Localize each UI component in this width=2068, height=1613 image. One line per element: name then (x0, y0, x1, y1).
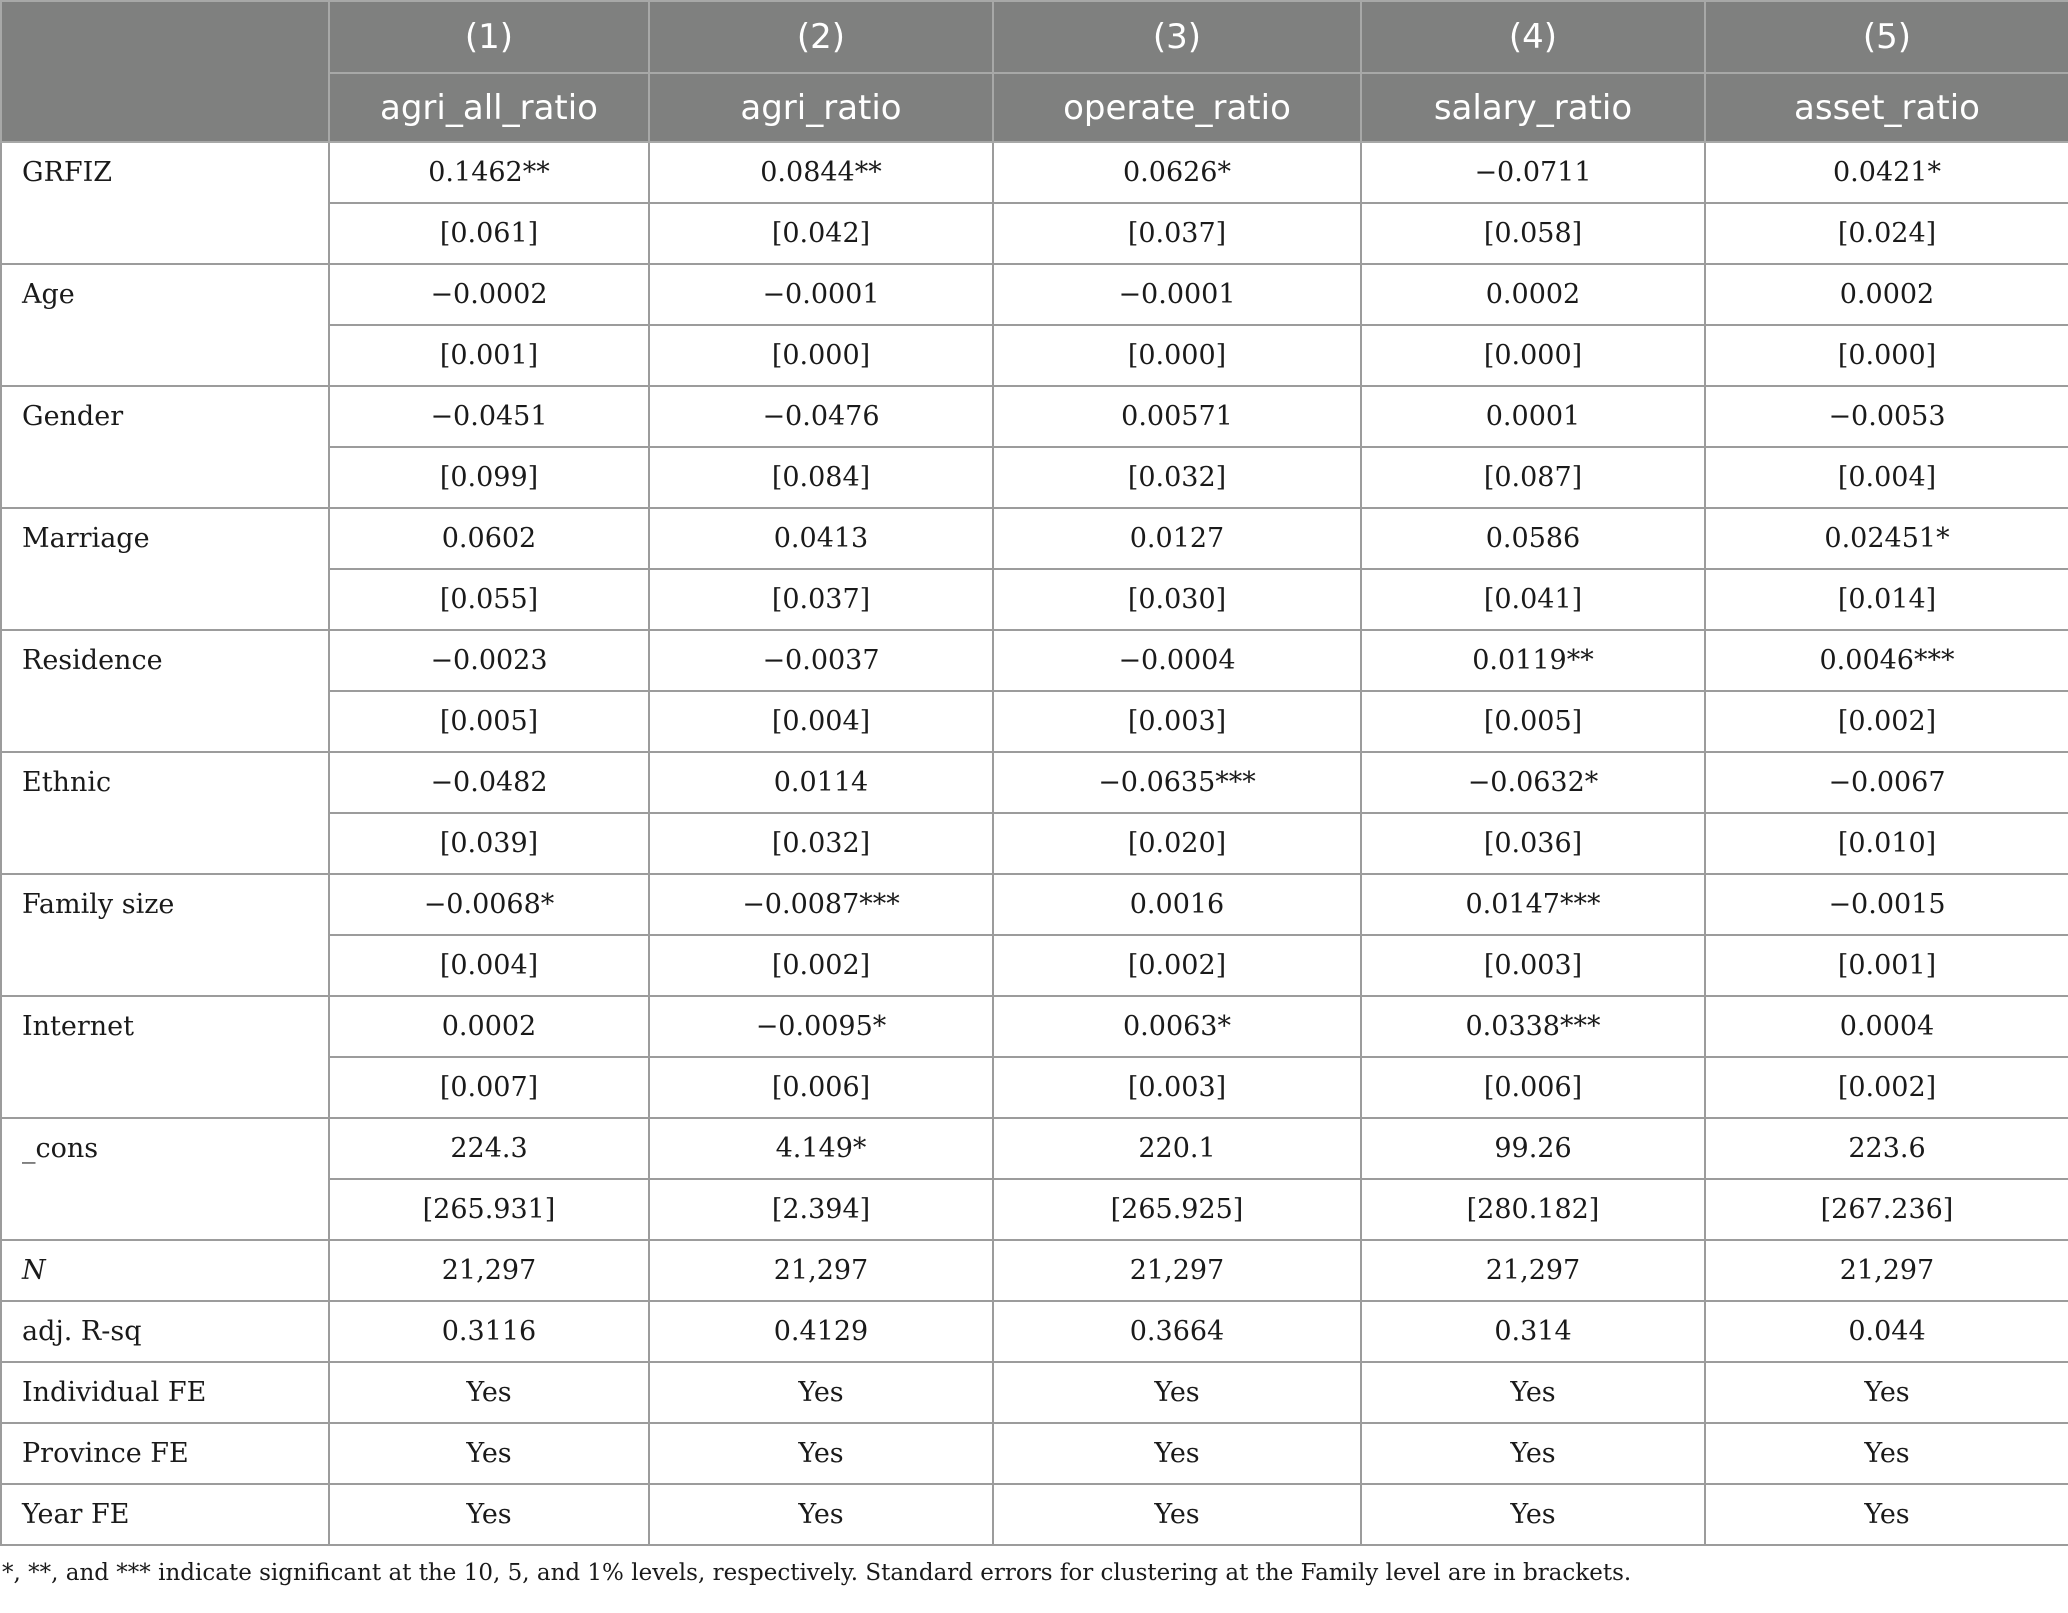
row-label: _cons (1, 1118, 329, 1240)
standard-error-cell: [0.004] (1705, 447, 2068, 508)
standard-error-cell: [0.007] (329, 1057, 649, 1118)
coefficient-row (1, 630, 2068, 691)
standard-error-cell: [0.005] (1361, 691, 1705, 752)
coefficient-cell: 223.6 (1705, 1118, 2068, 1179)
standard-error-cell: [0.020] (993, 813, 1361, 874)
statistic-cell: Yes (993, 1484, 1361, 1545)
coefficient-cell: 224.3 (329, 1118, 649, 1179)
standard-error-cell: [0.087] (1361, 447, 1705, 508)
statistic-row (1, 1362, 2068, 1423)
row-label: Individual FE (1, 1362, 329, 1423)
statistic-cell: 0.3664 (993, 1301, 1361, 1362)
coefficient-cell: −0.0001 (649, 264, 993, 325)
statistic-cell: 21,297 (329, 1240, 649, 1301)
standard-error-cell: [0.037] (649, 569, 993, 630)
statistic-cell: 21,297 (1361, 1240, 1705, 1301)
standard-error-cell: [0.032] (993, 447, 1361, 508)
coefficient-row (1, 874, 2068, 935)
standard-error-cell: [0.001] (1705, 935, 2068, 996)
column-name: operate_ratio (993, 73, 1361, 142)
statistic-cell: Yes (649, 1362, 993, 1423)
standard-error-cell: [0.000] (649, 325, 993, 386)
row-label: GRFIZ (1, 142, 329, 264)
coefficient-cell: 0.02451* (1705, 508, 2068, 569)
coefficient-cell: 0.0626* (993, 142, 1361, 203)
statistic-cell: Yes (1361, 1484, 1705, 1545)
header-row-column-numbers (1, 1, 2068, 73)
coefficient-cell: 0.0002 (1361, 264, 1705, 325)
coefficient-cell: 0.0063* (993, 996, 1361, 1057)
column-name: asset_ratio (1705, 73, 2068, 142)
coefficient-cell: −0.0476 (649, 386, 993, 447)
coefficient-cell: 0.1462** (329, 142, 649, 203)
coefficient-cell: 0.0046*** (1705, 630, 2068, 691)
coefficient-cell: −0.0711 (1361, 142, 1705, 203)
statistic-row (1, 1240, 2068, 1301)
standard-error-cell: [0.005] (329, 691, 649, 752)
standard-error-cell: [2.394] (649, 1179, 993, 1240)
coefficient-cell: 0.0004 (1705, 996, 2068, 1057)
statistic-cell: Yes (649, 1423, 993, 1484)
coefficient-cell: 0.0338*** (1361, 996, 1705, 1057)
coefficient-cell: −0.0087*** (649, 874, 993, 935)
statistic-cell: Yes (329, 1484, 649, 1545)
coefficient-cell: −0.0001 (993, 264, 1361, 325)
standard-error-cell: [0.010] (1705, 813, 2068, 874)
column-number: (1) (329, 1, 649, 73)
coefficient-cell: 0.0844** (649, 142, 993, 203)
coefficient-cell: −0.0067 (1705, 752, 2068, 813)
standard-error-cell: [0.024] (1705, 203, 2068, 264)
row-label: Province FE (1, 1423, 329, 1484)
standard-error-cell: [0.004] (329, 935, 649, 996)
standard-error-cell: [0.032] (649, 813, 993, 874)
standard-error-cell: [0.003] (1361, 935, 1705, 996)
coefficient-cell: 0.0002 (329, 996, 649, 1057)
statistic-cell: Yes (329, 1423, 649, 1484)
coefficient-cell: −0.0632* (1361, 752, 1705, 813)
coefficient-cell: −0.0068* (329, 874, 649, 935)
coefficient-cell: 0.0114 (649, 752, 993, 813)
standard-error-cell: [0.006] (649, 1057, 993, 1118)
standard-error-cell: [0.014] (1705, 569, 2068, 630)
column-number: (2) (649, 1, 993, 73)
header-corner-cell (1, 1, 329, 142)
coefficient-cell: −0.0095* (649, 996, 993, 1057)
statistic-cell: Yes (993, 1423, 1361, 1484)
statistic-cell: 21,297 (649, 1240, 993, 1301)
coefficient-cell: −0.0015 (1705, 874, 2068, 935)
coefficient-row (1, 1118, 2068, 1179)
standard-error-cell: [0.037] (993, 203, 1361, 264)
coefficient-cell: 0.0586 (1361, 508, 1705, 569)
statistic-cell: Yes (329, 1362, 649, 1423)
standard-error-cell: [0.002] (1705, 1057, 2068, 1118)
coefficient-cell: 99.26 (1361, 1118, 1705, 1179)
standard-error-cell: [267.236] (1705, 1179, 2068, 1240)
statistic-cell: 0.3116 (329, 1301, 649, 1362)
coefficient-cell: 0.0147*** (1361, 874, 1705, 935)
statistic-cell: Yes (649, 1484, 993, 1545)
row-label: Year FE (1, 1484, 329, 1545)
coefficient-cell: 0.0119** (1361, 630, 1705, 691)
column-number: (5) (1705, 1, 2068, 73)
coefficient-cell: 0.0001 (1361, 386, 1705, 447)
standard-error-cell: [0.000] (993, 325, 1361, 386)
row-label: Residence (1, 630, 329, 752)
standard-error-cell: [0.003] (993, 1057, 1361, 1118)
column-number: (3) (993, 1, 1361, 73)
row-label: Ethnic (1, 752, 329, 874)
statistic-cell: 0.4129 (649, 1301, 993, 1362)
standard-error-cell: [0.055] (329, 569, 649, 630)
statistic-cell: 21,297 (993, 1240, 1361, 1301)
coefficient-cell: 0.0002 (1705, 264, 2068, 325)
standard-error-cell: [0.061] (329, 203, 649, 264)
standard-error-cell: [0.000] (1361, 325, 1705, 386)
statistic-cell: 0.044 (1705, 1301, 2068, 1362)
standard-error-cell: [0.084] (649, 447, 993, 508)
row-label: Age (1, 264, 329, 386)
standard-error-cell: [0.002] (649, 935, 993, 996)
statistic-cell: Yes (993, 1362, 1361, 1423)
standard-error-cell: [280.182] (1361, 1179, 1705, 1240)
standard-error-cell: [0.002] (1705, 691, 2068, 752)
coefficient-row (1, 142, 2068, 203)
row-label: Marriage (1, 508, 329, 630)
standard-error-cell: [0.099] (329, 447, 649, 508)
standard-error-cell: [0.042] (649, 203, 993, 264)
coefficient-row (1, 508, 2068, 569)
statistic-cell: Yes (1705, 1362, 2068, 1423)
coefficient-cell: −0.0482 (329, 752, 649, 813)
coefficient-cell: −0.0053 (1705, 386, 2068, 447)
statistic-cell: Yes (1705, 1484, 2068, 1545)
coefficient-cell: 0.0602 (329, 508, 649, 569)
column-number: (4) (1361, 1, 1705, 73)
coefficient-cell: 0.0127 (993, 508, 1361, 569)
coefficient-cell: −0.0635*** (993, 752, 1361, 813)
coefficient-cell: 4.149* (649, 1118, 993, 1179)
standard-error-cell: [0.001] (329, 325, 649, 386)
table-footnote: *, **, and *** indicate significant at the 10, 5, and 1% levels, respectively. Standard errors for clustering at the Family level are in brackets. (2, 1560, 1632, 1586)
standard-error-cell: [0.006] (1361, 1057, 1705, 1118)
standard-error-cell: [0.058] (1361, 203, 1705, 264)
statistic-cell: Yes (1361, 1423, 1705, 1484)
statistic-cell: 0.314 (1361, 1301, 1705, 1362)
statistic-row (1, 1301, 2068, 1362)
coefficient-cell: −0.0002 (329, 264, 649, 325)
standard-error-cell: [0.039] (329, 813, 649, 874)
standard-error-cell: [0.030] (993, 569, 1361, 630)
row-label: Gender (1, 386, 329, 508)
coefficient-row (1, 752, 2068, 813)
row-label: Family size (1, 874, 329, 996)
coefficient-cell: −0.0004 (993, 630, 1361, 691)
row-label: adj. R-sq (1, 1301, 329, 1362)
standard-error-cell: [265.925] (993, 1179, 1361, 1240)
coefficient-row (1, 386, 2068, 447)
standard-error-cell: [265.931] (329, 1179, 649, 1240)
table-header (1, 1, 2068, 142)
coefficient-cell: −0.0451 (329, 386, 649, 447)
coefficient-cell: 0.00571 (993, 386, 1361, 447)
table-body (1, 142, 2068, 1545)
coefficient-cell: −0.0023 (329, 630, 649, 691)
statistic-cell: 21,297 (1705, 1240, 2068, 1301)
coefficient-cell: 220.1 (993, 1118, 1361, 1179)
column-name: salary_ratio (1361, 73, 1705, 142)
coefficient-row (1, 996, 2068, 1057)
standard-error-cell: [0.003] (993, 691, 1361, 752)
coefficient-row (1, 264, 2068, 325)
standard-error-cell: [0.002] (993, 935, 1361, 996)
coefficient-cell: 0.0413 (649, 508, 993, 569)
standard-error-cell: [0.036] (1361, 813, 1705, 874)
coefficient-cell: 0.0016 (993, 874, 1361, 935)
standard-error-cell: [0.000] (1705, 325, 2068, 386)
column-name: agri_all_ratio (329, 73, 649, 142)
standard-error-cell: [0.004] (649, 691, 993, 752)
standard-error-cell: [0.041] (1361, 569, 1705, 630)
statistic-cell: Yes (1361, 1362, 1705, 1423)
coefficient-cell: −0.0037 (649, 630, 993, 691)
statistic-row (1, 1423, 2068, 1484)
column-name: agri_ratio (649, 73, 993, 142)
row-label: N (1, 1240, 329, 1301)
statistic-row (1, 1484, 2068, 1545)
statistic-cell: Yes (1705, 1423, 2068, 1484)
row-label: Internet (1, 996, 329, 1118)
coefficient-cell: 0.0421* (1705, 142, 2068, 203)
